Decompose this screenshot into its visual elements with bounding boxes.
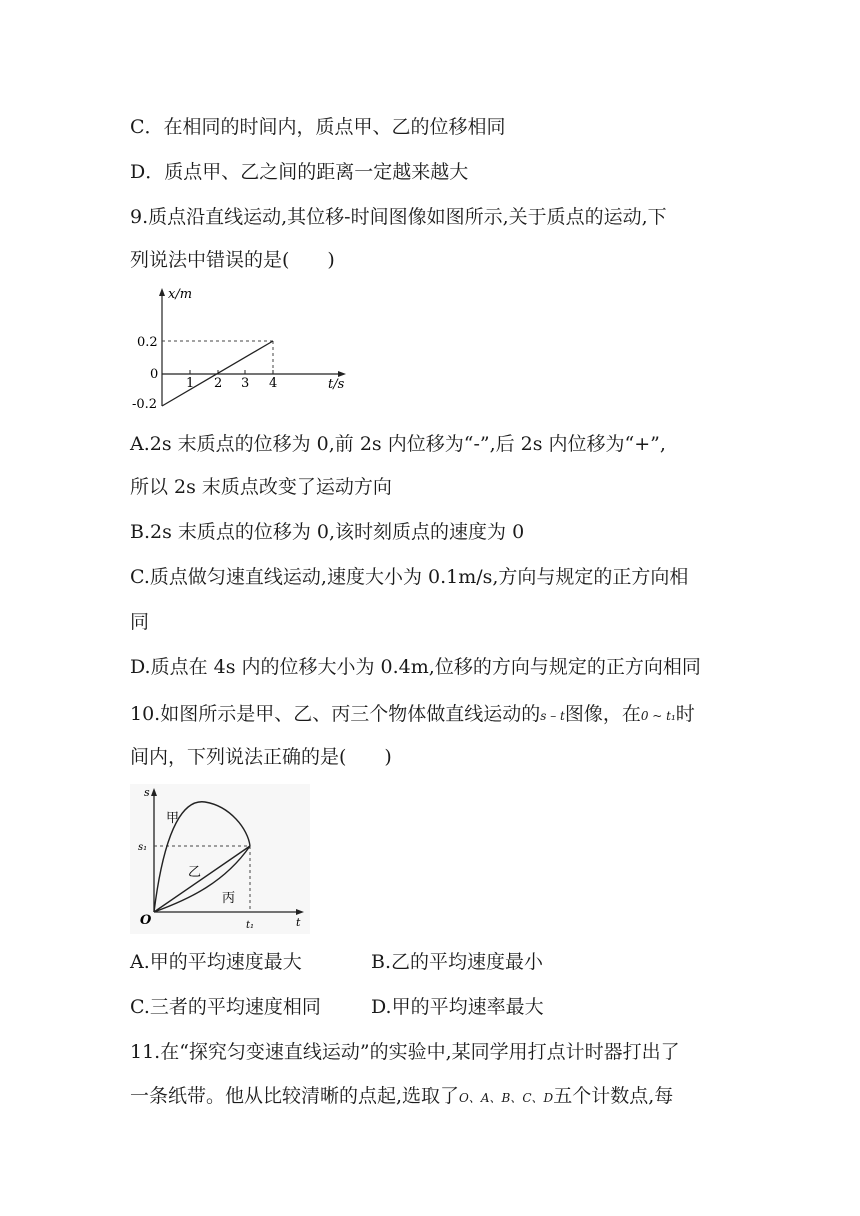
q9-option-c-line1: C.质点做匀速直线运动,速度大小为 0.1m/s,方向与规定的正方向相 <box>130 566 689 588</box>
x-tick-label-1: 1 <box>186 376 195 391</box>
q11-stem-text-b: 五个计数点,每 <box>553 1085 674 1107</box>
x-tick-label-3: 3 <box>241 376 250 391</box>
q10-stem-text-b: 图像，在 <box>564 703 641 725</box>
q10-option-b: B.乙的平均速度最小 <box>371 951 544 973</box>
y-tick-label-0.2: 0.2 <box>137 335 158 350</box>
q10-stem-line1 <box>130 701 695 729</box>
q9-option-a-line1: A.2s 末质点的位移为 0,前 2s 内位移为“-”,后 2s 内位移为“+”, <box>130 433 666 455</box>
q9-option-c-line2: 同 <box>130 611 150 633</box>
bing-label: 丙 <box>222 891 236 906</box>
q10-stem-line2: 间内，下列说法正确的是( ) <box>130 746 392 768</box>
q9-option-a-line2: 所以 2s 末质点改变了运动方向 <box>130 476 392 498</box>
y-tick-label-0: 0 <box>150 367 159 382</box>
t1-label: t₁ <box>246 920 255 931</box>
q11-stem-line1: 11.在“探究匀变速直线运动”的实验中,某同学用打点计时器打出了 <box>130 1041 680 1063</box>
t-axis-label: t <box>296 916 301 929</box>
q10-stem-text-c: 时 <box>675 703 695 725</box>
q10-option-d: D.甲的平均速率最大 <box>371 996 544 1018</box>
q10-stem-text-a: 10.如图所示是甲、乙、丙三个物体做直线运动的 <box>130 703 541 725</box>
x-axis-label: t/s <box>328 377 345 392</box>
q10-option-c: C.三者的平均速度相同 <box>130 996 321 1018</box>
s-axis-label: s <box>144 786 150 799</box>
yi-label: 乙 <box>188 865 202 880</box>
q9-option-d: D.质点在 4s 内的位移大小为 0.4m,位移的方向与规定的正方向相同 <box>130 656 701 678</box>
q9-stem-line2: 列说法中错误的是( ) <box>130 249 335 271</box>
jia-label: 甲 <box>166 811 180 826</box>
x-tick-label-4: 4 <box>269 376 278 391</box>
y-tick-label-neg0.2: -0.2 <box>132 397 158 412</box>
q11-stem-text-a: 一条纸带。他从比较清晰的点起,选取了 <box>130 1085 460 1107</box>
q8-option-d: D．质点甲、乙之间的距离一定越来越大 <box>130 161 469 183</box>
q10-option-a: A.甲的平均速度最大 <box>130 951 302 973</box>
count-points-symbol: O、A、B、C、D <box>459 1091 554 1105</box>
x-tick-label-2: 2 <box>214 376 223 391</box>
y-axis-arrow <box>159 288 165 296</box>
time-range-symbol: 0 ~ t₁ <box>640 709 676 723</box>
st-symbol: s – t <box>540 709 565 723</box>
q9-xt-graph <box>132 284 357 414</box>
q9-stem-line1: 9.质点沿直线运动,其位移-时间图像如图所示,关于质点的运动,下 <box>130 206 667 228</box>
s1-label: s₁ <box>138 842 148 853</box>
q11-stem-line2 <box>130 1083 673 1111</box>
q10-st-graph <box>130 784 310 934</box>
origin-label: O <box>140 913 152 928</box>
q8-option-c: C．在相同的时间内，质点甲、乙的位移相同 <box>130 116 506 138</box>
y-axis-label: x/m <box>168 287 193 302</box>
q9-option-b: B.2s 末质点的位移为 0,该时刻质点的速度为 0 <box>130 521 525 543</box>
